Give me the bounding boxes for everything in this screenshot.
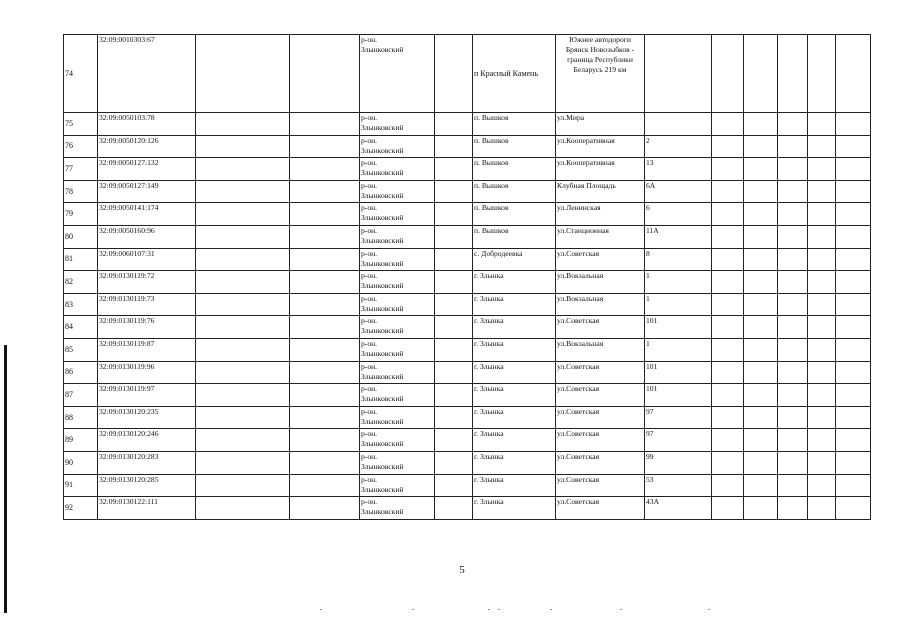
row-number: 77: [64, 158, 98, 181]
house-number: 101: [645, 361, 712, 384]
row-number: 89: [64, 429, 98, 452]
street: ул.Мира: [556, 113, 645, 136]
row-number: 84: [64, 316, 98, 339]
cadastral-number: 32:09:0050127:149: [98, 180, 196, 203]
locality: п. Вышков: [473, 158, 556, 181]
table-row: [64, 203, 871, 226]
street: ул.Советская: [556, 406, 645, 429]
district: р-он. Злынковский: [360, 316, 435, 339]
table-row: [64, 180, 871, 203]
row-number: 87: [64, 384, 98, 407]
street: ул.Вокзальная: [556, 338, 645, 361]
district: р-он. Злынковский: [360, 35, 435, 113]
locality: с. Добродеевка: [473, 248, 556, 271]
cadastral-number: 32:09:0130120:283: [98, 451, 196, 474]
house-number: 101: [645, 316, 712, 339]
land-plot-table: [63, 34, 871, 520]
street: ул.Советская: [556, 316, 645, 339]
house-number: 101: [645, 384, 712, 407]
row-number: 78: [64, 180, 98, 203]
street: ул.Вокзальная: [556, 293, 645, 316]
row-number: 85: [64, 338, 98, 361]
table-row: [64, 338, 871, 361]
house-number: 6: [645, 203, 712, 226]
house-number: 2: [645, 135, 712, 158]
house-number: 97: [645, 429, 712, 452]
district: р-он. Злынковский: [360, 497, 435, 520]
row-number: 75: [64, 113, 98, 136]
locality: г. Злынка: [473, 271, 556, 294]
table-row: [64, 384, 871, 407]
district: р-он. Злынковский: [360, 451, 435, 474]
table-row: [64, 158, 871, 181]
cadastral-number: 32:09:0130119:72: [98, 271, 196, 294]
house-number: 11А: [645, 225, 712, 248]
cadastral-number: 32:09:0130119:97: [98, 384, 196, 407]
table-row: [64, 316, 871, 339]
cadastral-number: 32:09:0130122:111: [98, 497, 196, 520]
district: р-он. Злынковский: [360, 406, 435, 429]
house-number: 43А: [645, 497, 712, 520]
scan-edge-mark: [4, 345, 7, 613]
locality: г. Злынка: [473, 406, 556, 429]
table-row: [64, 406, 871, 429]
table-row: [64, 429, 871, 452]
house-number: 53: [645, 474, 712, 497]
house-number: 6А: [645, 180, 712, 203]
street: ул.Советская: [556, 248, 645, 271]
table-row: [64, 361, 871, 384]
street: ул.Вокзальная: [556, 271, 645, 294]
locality: п. Вышков: [473, 113, 556, 136]
row-number: 80: [64, 225, 98, 248]
cadastral-number: 32:09:0050120:126: [98, 135, 196, 158]
district: р-он. Злынковский: [360, 271, 435, 294]
cadastral-number: 32:09:0130120:246: [98, 429, 196, 452]
cadastral-number: 32:09:0130119:76: [98, 316, 196, 339]
row-number: 92: [64, 497, 98, 520]
locality: г. Злынка: [473, 384, 556, 407]
locality: г. Злынка: [473, 429, 556, 452]
street: ул.Станционная: [556, 225, 645, 248]
street: Клубная Площадь: [556, 180, 645, 203]
cadastral-number: 32:09:0130119:73: [98, 293, 196, 316]
cadastral-number: 32:09:0130119:96: [98, 361, 196, 384]
table-row: [64, 293, 871, 316]
house-number: 97: [645, 406, 712, 429]
locality: г. Злынка: [473, 451, 556, 474]
house-number: [645, 113, 712, 136]
house-number: 1: [645, 338, 712, 361]
street: ул.Советская: [556, 384, 645, 407]
cadastral-number: 32:09:0060107:31: [98, 248, 196, 271]
street: ул.Ленинская: [556, 203, 645, 226]
row-number: 79: [64, 203, 98, 226]
district: р-он. Злынковский: [360, 158, 435, 181]
street: ул.Кооперативная: [556, 158, 645, 181]
cadastral-number: 32:09:0050127:132: [98, 158, 196, 181]
house-number: 13: [645, 158, 712, 181]
cadastral-number: 32:09:0050103:78: [98, 113, 196, 136]
locality: г. Злынка: [473, 338, 556, 361]
locality: п. Вышков: [473, 203, 556, 226]
district: р-он. Злынковский: [360, 248, 435, 271]
cadastral-number: 32:09:0130120:235: [98, 406, 196, 429]
table-row: [64, 497, 871, 520]
table-row: [64, 35, 871, 113]
table-row: [64, 113, 871, 136]
locality: п. Вышков: [473, 135, 556, 158]
row-number: 74: [64, 35, 98, 113]
street: ул.Кооперативная: [556, 135, 645, 158]
table-row: [64, 451, 871, 474]
locality: г. Злынка: [473, 474, 556, 497]
locality: г. Злынка: [473, 316, 556, 339]
district: р-он. Злынковский: [360, 203, 435, 226]
locality: п. Вышков: [473, 225, 556, 248]
table-row: [64, 248, 871, 271]
row-number: 88: [64, 406, 98, 429]
row-number: 91: [64, 474, 98, 497]
district: р-он. Злынковский: [360, 135, 435, 158]
row-number: 76: [64, 135, 98, 158]
cadastral-number: 32:09:0050160:96: [98, 225, 196, 248]
house-number: 1: [645, 271, 712, 294]
house-number: 8: [645, 248, 712, 271]
street: Южнее автодороги Брянск Новозыбков - граница Республики Беларусь 219 км: [556, 35, 645, 113]
district: р-он. Злынковский: [360, 113, 435, 136]
table-row: [64, 225, 871, 248]
street: ул.Советская: [556, 451, 645, 474]
row-number: 83: [64, 293, 98, 316]
table-row: [64, 271, 871, 294]
house-number: 99: [645, 451, 712, 474]
district: р-он. Злынковский: [360, 384, 435, 407]
district: р-он. Злынковский: [360, 429, 435, 452]
locality: г. Злынка: [473, 293, 556, 316]
table-row: [64, 135, 871, 158]
district: р-он. Злынковский: [360, 361, 435, 384]
row-number: 86: [64, 361, 98, 384]
district: р-он. Злынковский: [360, 338, 435, 361]
table-row: [64, 474, 871, 497]
street: ул.Советская: [556, 497, 645, 520]
scan-noise: [320, 609, 720, 613]
street: ул.Советская: [556, 429, 645, 452]
locality: п Красный Камень: [473, 35, 556, 113]
locality: п. Вышков: [473, 180, 556, 203]
locality: г. Злынка: [473, 497, 556, 520]
house-number: 1: [645, 293, 712, 316]
district: р-он. Злынковский: [360, 180, 435, 203]
district: р-он. Злынковский: [360, 293, 435, 316]
street: ул.Советская: [556, 361, 645, 384]
page-number: 5: [459, 564, 465, 576]
district: р-он. Злынковский: [360, 225, 435, 248]
cadastral-number: 32:09:0130119:87: [98, 338, 196, 361]
locality: г. Злынка: [473, 361, 556, 384]
cadastral-number: 32:09:0050141:174: [98, 203, 196, 226]
row-number: 90: [64, 451, 98, 474]
row-number: 81: [64, 248, 98, 271]
district: р-он. Злынковский: [360, 474, 435, 497]
row-number: 82: [64, 271, 98, 294]
cadastral-number: 32:09:0130120:285: [98, 474, 196, 497]
cadastral-number: 32:09:0010303:67: [98, 35, 196, 113]
street: ул.Советская: [556, 474, 645, 497]
